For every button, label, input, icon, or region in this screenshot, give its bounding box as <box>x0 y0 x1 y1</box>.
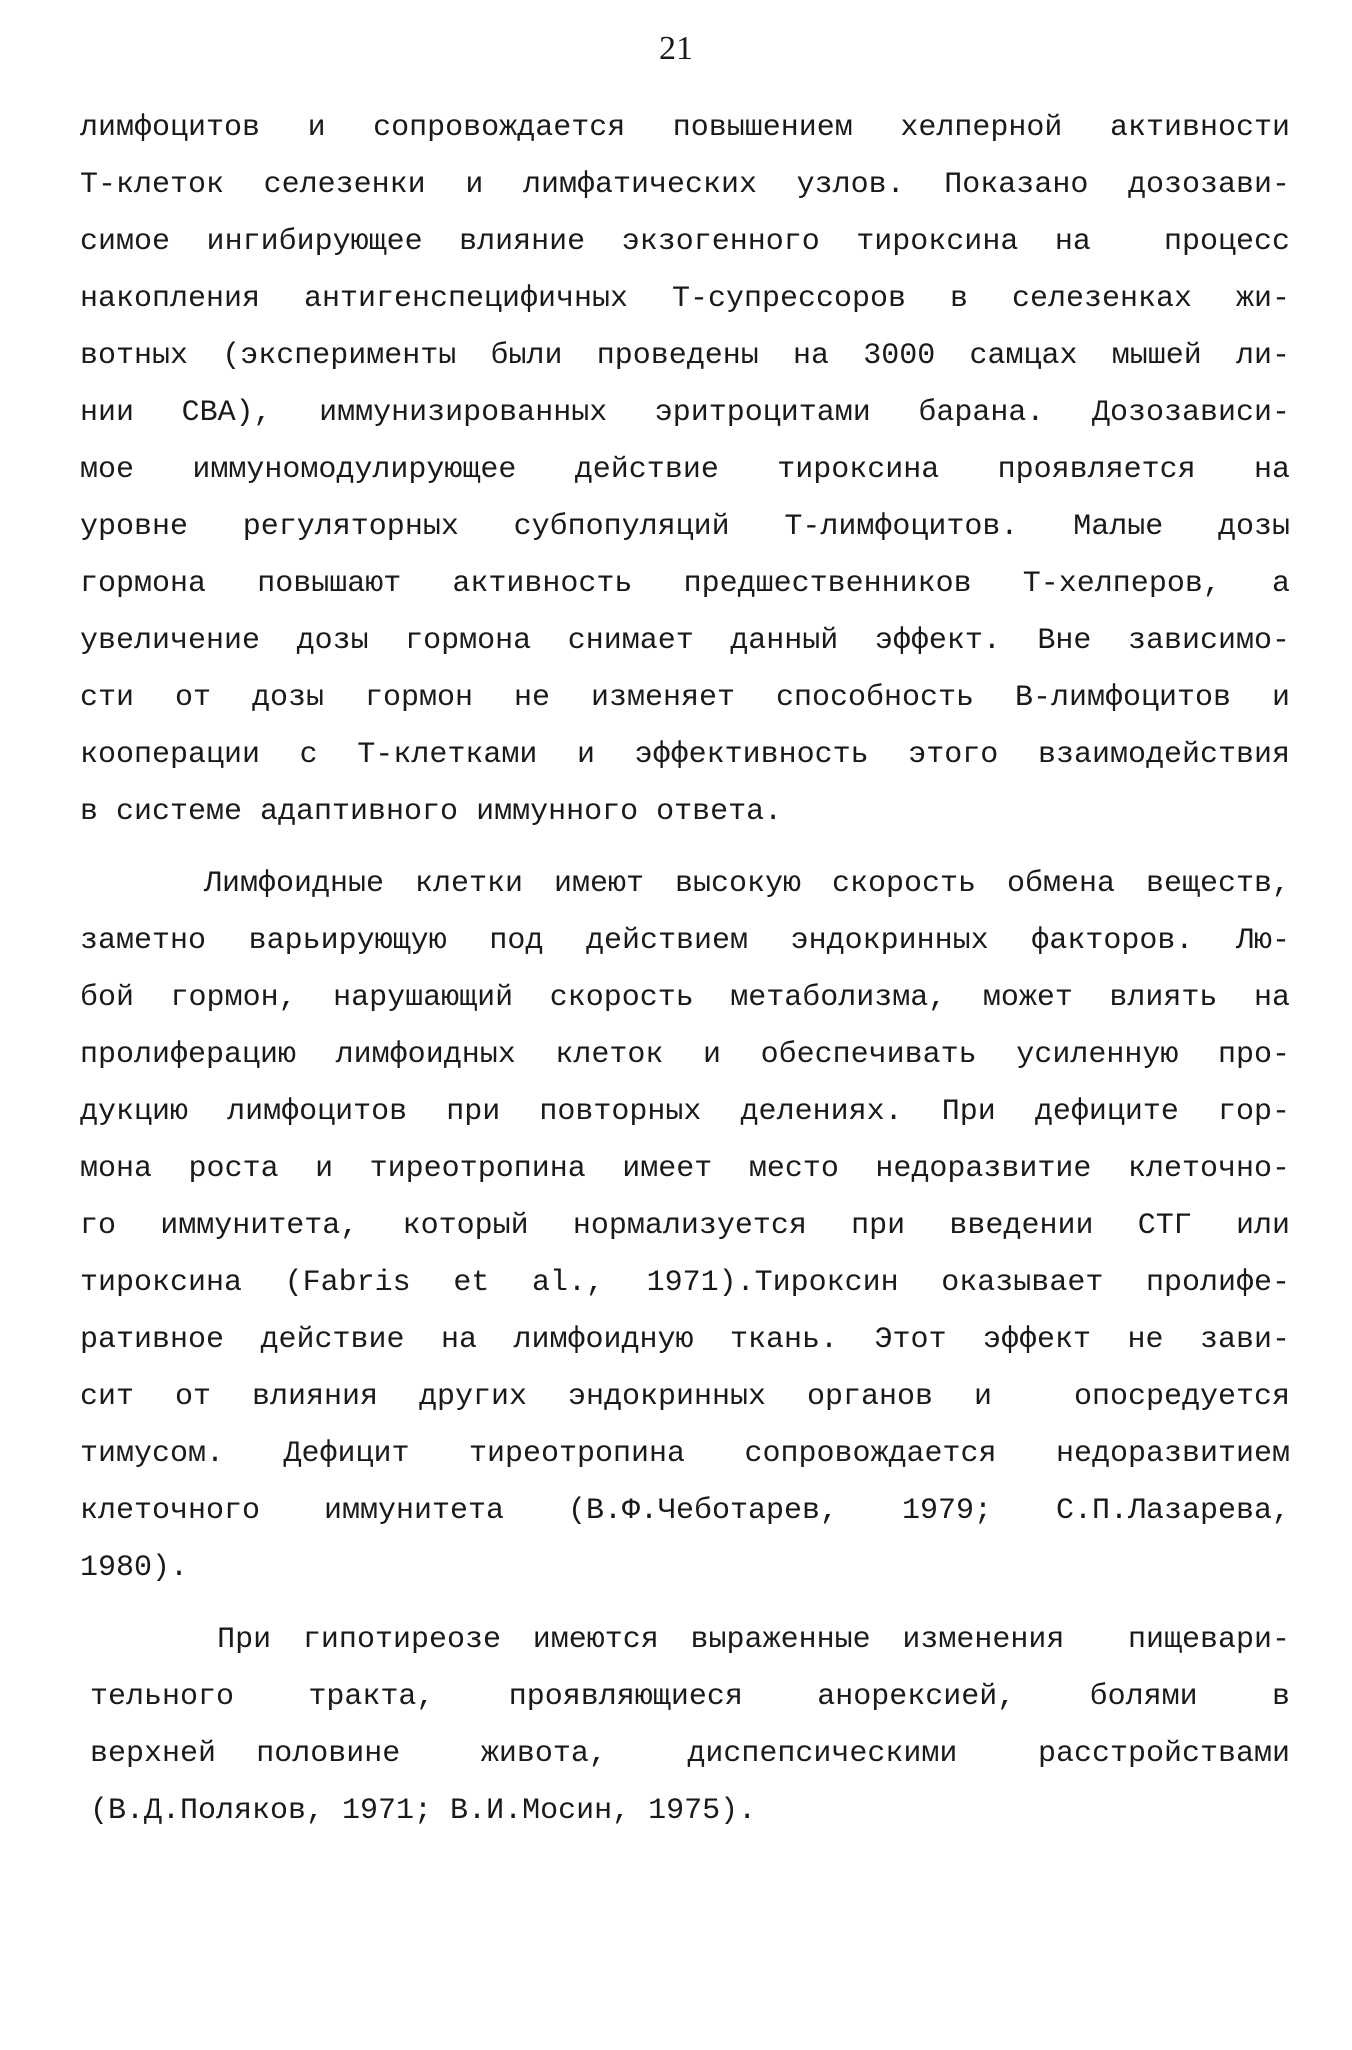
text-line: верхней половине живота, диспепсическими расстройствами <box>90 1737 1290 1771</box>
text-line: тимусом. Дефицит тиреотропина сопровождается недоразвитием <box>80 1437 1290 1471</box>
paragraph-1 <box>80 100 1290 841</box>
text-line: клеточного иммунитета (В.Ф.Чеботарев, 1979; С.П.Лазарева, <box>80 1494 1290 1528</box>
text-line: увеличение дозы гормона снимает данный эффект. Вне зависимо- <box>80 624 1290 658</box>
text-line: тироксина (Fabris et al., 1971).Тироксин оказывает пролифе- <box>80 1266 1290 1300</box>
text-line: 1980). <box>80 1551 189 1585</box>
text-line: ративное действие на лимфоидную ткань. Этот эффект не зави- <box>80 1323 1290 1357</box>
text-line: бой гормон, нарушающий скорость метаболизма, может влиять на <box>80 981 1290 1015</box>
text-line: пролиферацию лимфоидных клеток и обеспечивать усиленную про- <box>80 1038 1290 1072</box>
text-line: Лимфоидные клетки имеют высокую скорость обмена веществ, <box>80 867 1290 901</box>
text-line: сит от влияния других эндокринных органов и опосредуется <box>80 1380 1290 1414</box>
text-line: вотных (эксперименты были проведены на 3000 самцах мышей ли- <box>80 339 1290 373</box>
page-number: 21 <box>659 30 693 67</box>
text-line: го иммунитета, который нормализуется при введении СТГ или <box>80 1209 1290 1243</box>
text-line: заметно варьирующую под действием эндокринных факторов. Лю- <box>80 924 1290 958</box>
text-line: (В.Д.Поляков, 1971; В.И.Мосин, 1975). <box>90 1794 757 1828</box>
text-line: гормона повышают активность предшественников Т-хелперов, а <box>80 567 1290 601</box>
text-line: нии СВА), иммунизированных эритроцитами барана. Дозозависи- <box>80 396 1290 430</box>
text-line: симое ингибирующее влияние экзогенного тироксина на процесс <box>80 225 1290 259</box>
text-line: лимфоцитов и сопровождается повышением хелперной активности <box>80 111 1290 145</box>
paragraph-2 <box>80 856 1290 1597</box>
text-line: в системе адаптивного иммунного ответа. <box>80 795 783 829</box>
text-line: мона роста и тиреотропина имеет место недоразвитие клеточно- <box>80 1152 1290 1186</box>
text-line: мое иммуномодулирующее действие тироксина проявляется на <box>80 453 1290 487</box>
text-line: дукцию лимфоцитов при повторных делениях. При дефиците гор- <box>80 1095 1290 1129</box>
text-line: кооперации с Т-клетками и эффективность этого взаимодействия <box>80 738 1290 772</box>
text-line: накопления антигенспецифичных Т-супрессоров в селезенках жи- <box>80 282 1290 316</box>
paragraph-3 <box>90 1612 1290 1840</box>
text-line: уровне регуляторных субпопуляций Т-лимфоцитов. Малые дозы <box>80 510 1290 544</box>
text-line: тельного тракта, проявляющиеся анорексией, болями в <box>90 1680 1290 1714</box>
text-line: При гипотиреозе имеются выраженные изменения пищевари- <box>90 1623 1290 1657</box>
text-line: Т-клеток селезенки и лимфатических узлов. Показано дозозави- <box>80 168 1290 202</box>
text-line: сти от дозы гормон не изменяет способность В-лимфоцитов и <box>80 681 1290 715</box>
